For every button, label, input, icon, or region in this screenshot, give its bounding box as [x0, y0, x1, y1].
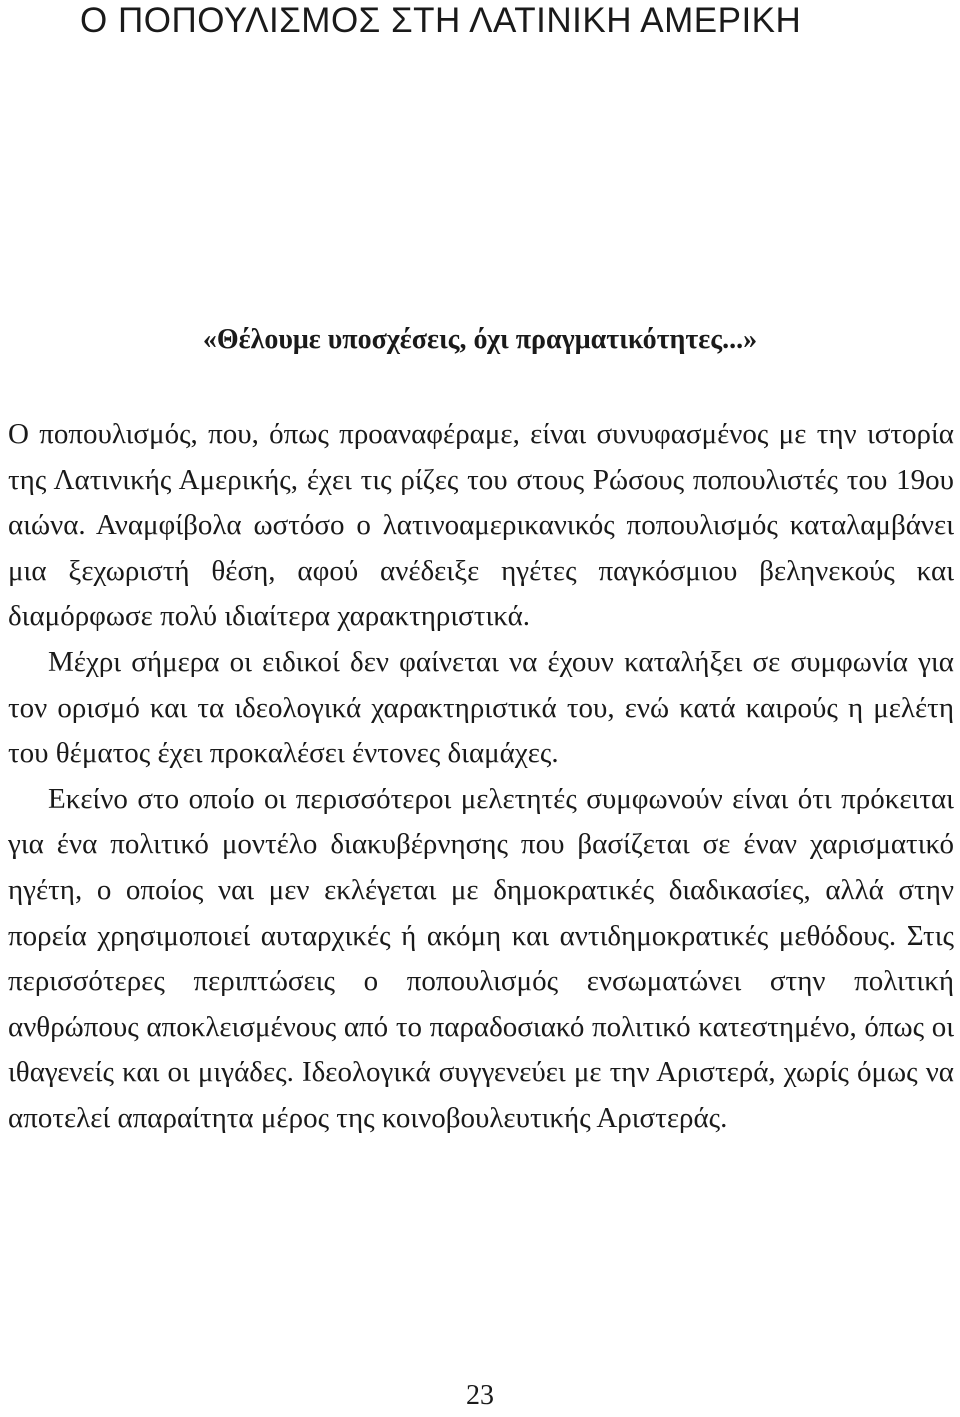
page-number: 23: [466, 1380, 494, 1411]
chapter-epigraph: «Θέλουμε υποσχέσεις, όχι πραγματικότητες...»: [202, 324, 758, 355]
paragraph-experts: Μέχρι σήμερα οι ειδικοί δεν φαίνεται να έχουν καταλήξει σε συμφωνία για τον ορισμό και τα ιδεολογικά χαρακτηριστικά του, ενώ κατά καιρούς η μελέτη του θέματος έχει προκαλέσει έντονες διαμάχες.: [8, 645, 954, 770]
paragraph-intro: Ο ποπουλισμός, που, όπως προαναφέραμε, είναι συνυφασμένος με την ιστορία της Λατινικής Αμερικής, έχει τις ρίζες του στους Ρώσους ποπουλιστές του 19ου αιώνα. Αναμφίβολα ωστόσο ο λατινοαμερικανικός ποπουλισμός καταλαμβάνει μια ξεχωριστή θέση, αφού ανέδειξε ηγέτες παγκόσμιου βεληνεκούς και διαμόρφωσε πολύ ιδιαίτερα χαρακτηριστικά.: [8, 418, 954, 633]
body-text: [8, 412, 954, 1142]
paragraph-definition: Εκείνο στο οποίο οι περισσότεροι μελετητές συμφωνούν είναι ότι πρόκειται για ένα πολιτικό μοντέλο διακυβέρνησης που βασίζεται σε έναν χαρισματικό ηγέτη, ο οποίος ναι μεν εκλέγεται με δημοκρατικές διαδικασίες, αλλά στην πορεία χρησιμοποιεί αυταρχικές ή ακόμη και αντιδημοκρατικές μεθόδους. Στις περισσότερες περιπτώσεις ο ποπουλισμός ενσωματώνει στην πολιτική ανθρώπους αποκλεισμένους από το παραδοσιακό πολιτικό κατεστημένο, όπως οι ιθαγενείς και οι μιγάδες. Ιδεολογικά συγγενεύει με την Αριστερά, χωρίς όμως να αποτελεί απαραίτητα μέρος της κοινοβουλευτικής Αριστεράς.: [8, 782, 954, 1134]
chapter-title: Ο ΠΟΠΟΥΛΙΣΜΟΣ ΣΤΗ ΛΑΤΙΝΙΚΗ ΑΜΕΡΙΚΗ: [80, 1, 802, 40]
